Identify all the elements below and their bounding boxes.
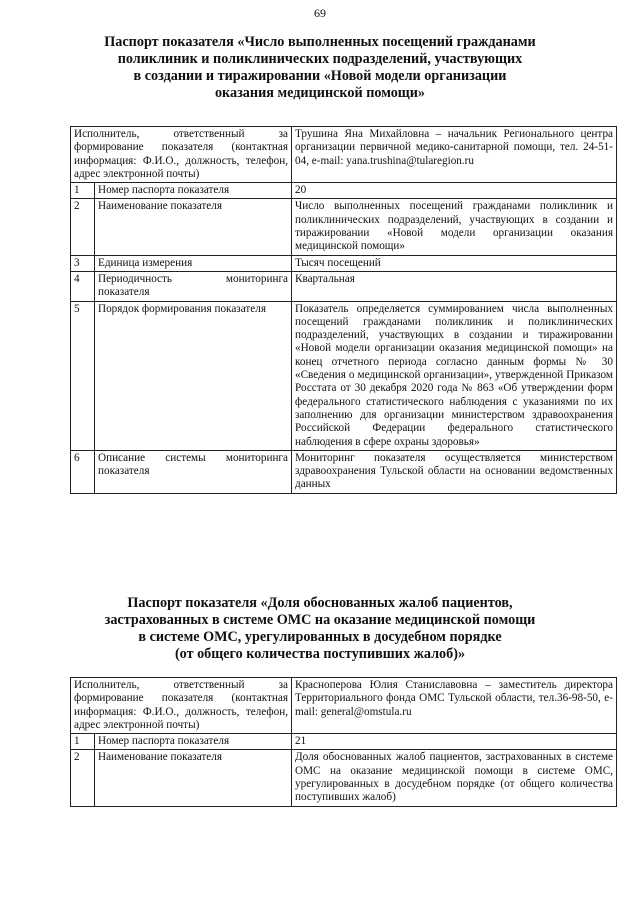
executor-value: Трушина Яна Михайловна – начальник Регионального центра организации первичной медико-санитарной помощи, тел. 24-51-04, e-mail: yana.trushina@tularegion.ru [292, 127, 617, 183]
row-value: Доля обоснованных жалоб пациентов, застрахованных в системе ОМС на оказание медицинской помощи в системе ОМС, урегулированных в досудебном порядке (от общего количества поступивших жалоб) [292, 750, 617, 806]
table-row [71, 734, 617, 750]
title-line: поликлиник и поликлинических подразделений, участвующих [117, 51, 523, 67]
row-label: Наименование показателя [95, 199, 292, 255]
title-line: оказания медицинской помощи» [214, 85, 426, 101]
row-label: Номер паспорта показателя [95, 183, 292, 199]
table-row [71, 255, 617, 271]
page-number: 69 [314, 6, 326, 20]
title-line: Паспорт показателя «Доля обоснованных жалоб пациентов, [127, 595, 513, 611]
executor-label: Исполнитель, ответственный за формирование показателя (контактная информация: Ф.И.О., должность, телефон, адрес электронной почты) [71, 678, 292, 734]
table-row [71, 127, 617, 183]
row-label: Единица измерения [95, 255, 292, 271]
row-number: 2 [71, 750, 95, 806]
row-number: 1 [71, 734, 95, 750]
passport-1-table [70, 126, 617, 494]
title-line: в создании и тиражировании «Новой модели организации [133, 68, 507, 84]
row-number: 4 [71, 271, 95, 301]
row-label: Описание системы мониторинга показателя [95, 450, 292, 493]
row-label: Номер паспорта показателя [95, 734, 292, 750]
passport-2-title [75, 595, 565, 663]
table-row [71, 750, 617, 806]
table-row [71, 199, 617, 255]
row-number: 3 [71, 255, 95, 271]
passport-2-table [70, 677, 617, 807]
passport-1-title [75, 34, 565, 102]
title-line: (от общего количества поступивших жалоб)» [174, 646, 466, 662]
row-label: Порядок формирования показателя [95, 301, 292, 450]
executor-label: Исполнитель, ответственный за формирование показателя (контактная информация: Ф.И.О., должность, телефон, адрес электронной почты) [71, 127, 292, 183]
row-number: 6 [71, 450, 95, 493]
row-label: Наименование показателя [95, 750, 292, 806]
row-value: Квартальная [292, 271, 617, 301]
table-row [71, 301, 617, 450]
table-row [71, 271, 617, 301]
row-label: Периодичность мониторинга показателя [95, 271, 292, 301]
title-line: Паспорт показателя «Число выполненных посещений гражданами [104, 34, 536, 50]
title-line: застрахованных в системе ОМС на оказание медицинской помощи [104, 612, 536, 628]
row-value: Мониторинг показателя осуществляется министерством здравоохранения Тульской области на основании ведомственных данных [292, 450, 617, 493]
row-value: 21 [292, 734, 617, 750]
row-number: 1 [71, 183, 95, 199]
row-number: 2 [71, 199, 95, 255]
table-row [71, 450, 617, 493]
row-value: 20 [292, 183, 617, 199]
row-value: Тысяч посещений [292, 255, 617, 271]
row-number: 5 [71, 301, 95, 450]
title-line: в системе ОМС, урегулированных в досудебном порядке [138, 629, 502, 645]
row-value: Число выполненных посещений гражданами поликлиник и поликлинических подразделений, участвующих в создании и тиражировании «Новой модели организации оказания медицинской помощи» [292, 199, 617, 255]
row-value: Показатель определяется суммированием числа выполненных посещений гражданами поликлиник и поликлинических подразделений, участвующих в создании и тиражировании «Новой модели организации оказания медицинской помощи» на конец отчетного периода согласно данным формы № 30 «Сведения о медицинской организации», утвержденной Приказом Росстата от 30 декабря 2020 года № 863 «Об утверждении форм федерального статистического наблюдения с указаниями по их заполнению для организации министерством здравоохранения Российской Федерации федерального статистического наблюдения в сфере охраны здоровья» [292, 301, 617, 450]
table-row [71, 678, 617, 734]
table-row [71, 183, 617, 199]
executor-value: Красноперова Юлия Станиславовна – заместитель директора Территориального фонда ОМС Тульской области, тел.36-98-50, e-mail: general@omstula.ru [292, 678, 617, 734]
